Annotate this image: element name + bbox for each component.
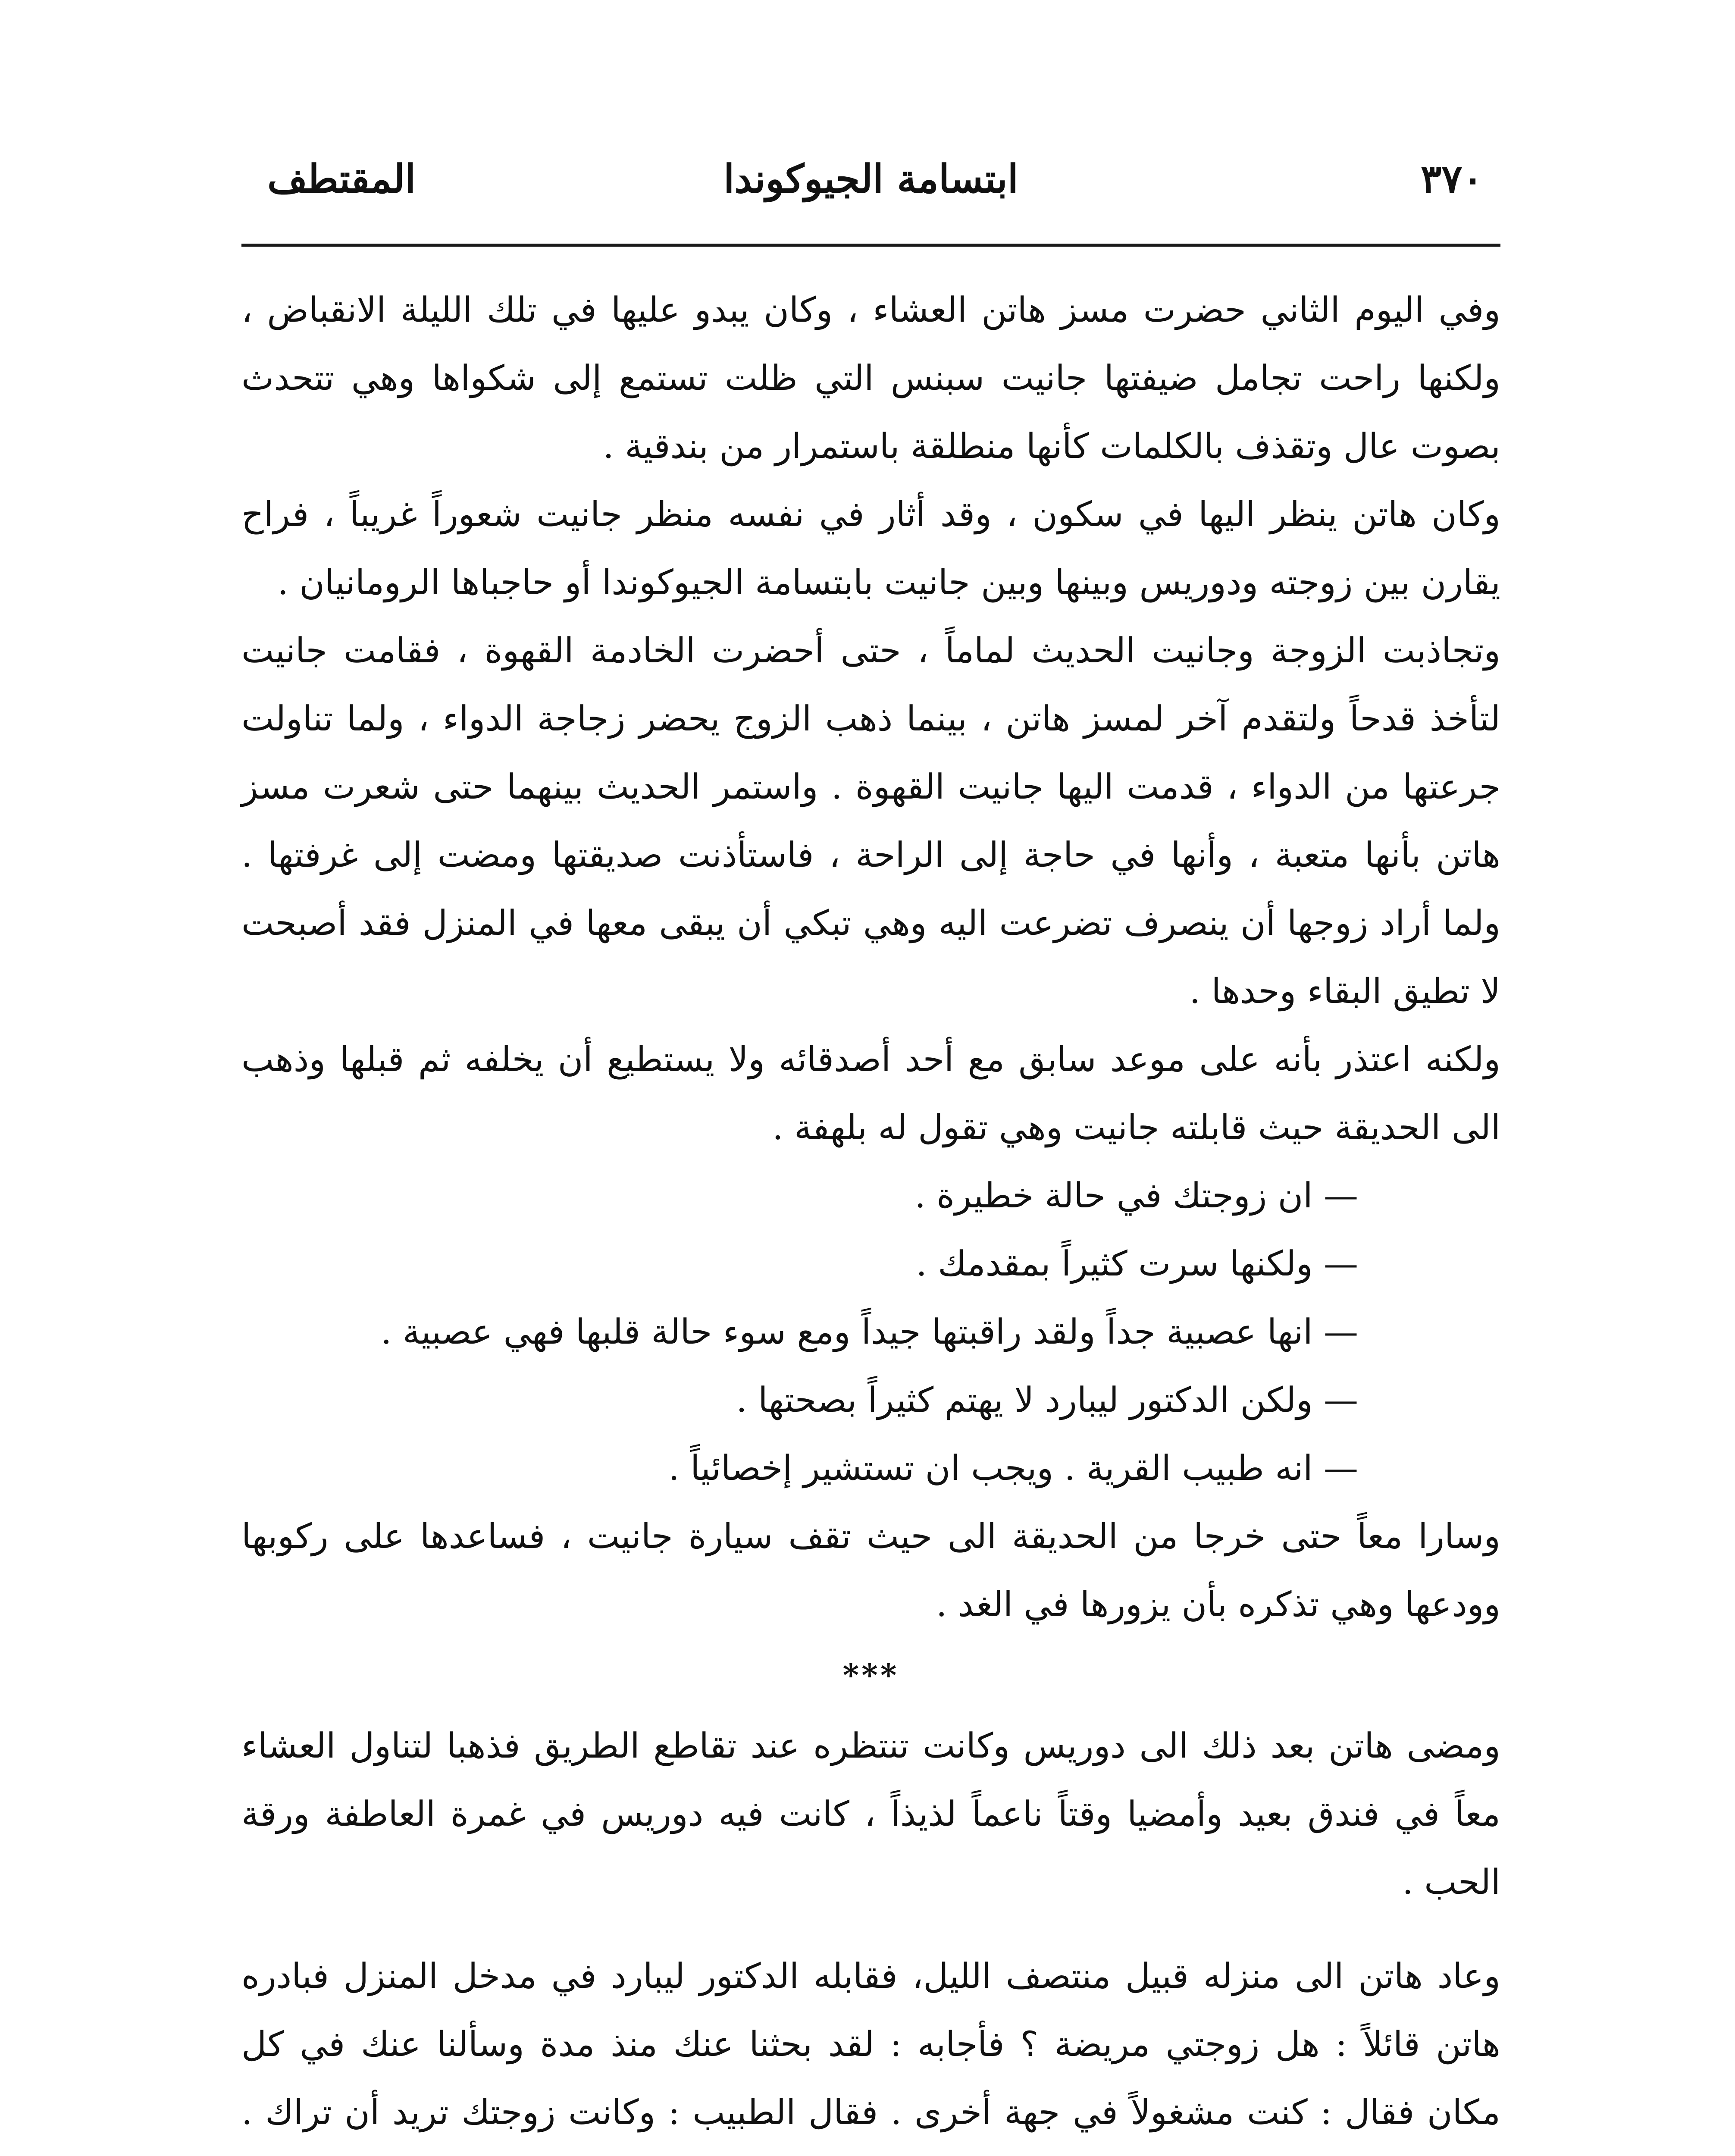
journal-name: المقتطف (267, 156, 416, 202)
dialogue-line: — انه طبيب القرية . ويجب ان تستشير إخصائياً . (668, 1448, 1358, 1488)
dialogue-line: — ان زوجتك في حالة خطيرة . (914, 1175, 1358, 1216)
paragraph: ولكنه اعتذر بأنه على موعد سابق مع أحد أصدقائه ولا يستطيع أن يخلفه ثم قبلها وذهب الى الحديقة حيث قابلته جانيت وهي تقول له بلهفة . (241, 1039, 1500, 1147)
paragraph: وفي اليوم الثاني حضرت مسز هاتن العشاء ، وكان يبدو عليها في تلك الليلة الانقباض ، ولكنها راحت تجامل ضيفتها جانيت سبنس التي ظلت تستمع إلى شكواها وهي تتحدث بصوت عال وتقذف بالكلمات كأنها منطلقة باستمرار من بندقية . (241, 290, 1500, 466)
paragraph-gap (241, 1916, 1500, 1942)
paragraph: وعاد هاتن الى منزله قبيل منتصف الليل، فقابله الدكتور ليبارد في مدخل المنزل فبادره هاتن قائلاً : هل زوجتي مريضة ؟ فأجابه : لقد بحثنا عنك منذ مدة وسألنا عنك في كل مكان فقال : كنت مشغولاً في جهة أخرى . فقال الطبيب : وكانت زوجتك تريد أن تراك . (241, 1956, 1500, 2132)
section-separator: *** (842, 1657, 899, 1693)
paragraph: وتجاذبت الزوجة وجانيت الحديث لماماً ، حتى أحضرت الخادمة القهوة ، فقامت جانيت لتأخذ قدحاً ولتقدم آخر لمسز هاتن ، بينما ذهب الزوج يحضر زجاجة الدواء ، ولما تناولت جرعتها من الدواء ، قدمت اليها جانيت القهوة . واستمر الحديث بينهما حتى شعرت مسز هاتن بأنها متعبة ، وأنها في حاجة إلى الراحة ، فاستأذنت صديقتها ومضت إلى غرفتها . ولما أراد زوجها أن ينصرف تضرعت اليه وهي تبكي أن يبقى معها في المنزل فقد أصبحت لا تطيق البقاء وحدها . (241, 630, 1500, 1011)
paragraph: ومضى هاتن بعد ذلك الى دوريس وكانت تنتظره عند تقاطع الطريق فذهبا لتناول العشاء معاً في فندق بعيد وأمضيا وقتاً ناعماً لذيذاً ، كانت فيه دوريس في غمرة العاطفة ورقة الحب . (241, 1726, 1500, 1902)
page-header (241, 142, 1500, 229)
header-divider (241, 244, 1500, 247)
paragraph: وسارا معاً حتى خرجا من الحديقة الى حيث تقف سيارة جانيت ، فساعدها على ركوبها وودعها وهي تذكره بأن يزورها في الغد . (241, 1516, 1501, 1624)
paragraph: وكان هاتن ينظر اليها في سكون ، وقد أثار في نفسه منظر جانيت شعوراً غريباً ، فراح يقارن بين زوجته ودوريس وبينها وبين جانيت بابتسامة الجيوكوندا أو حاجباها الرومانيان . (241, 494, 1500, 602)
article-title: ابتسامة الجيوكوندا (723, 156, 1018, 202)
dialogue-line: — ولكنها سرت كثيراً بمقدمك . (916, 1244, 1358, 1284)
dialogue-line: — ولكن الدكتور ليبارد لا يهتم كثيراً بصحتها . (736, 1380, 1358, 1420)
page-number: ٣٧٠ (1420, 156, 1483, 202)
article-body (241, 276, 1500, 2156)
dialogue-line: — انها عصبية جداً ولقد راقبتها جيداً ومع سوء حالة قلبها فهي عصبية . (381, 1312, 1358, 1352)
